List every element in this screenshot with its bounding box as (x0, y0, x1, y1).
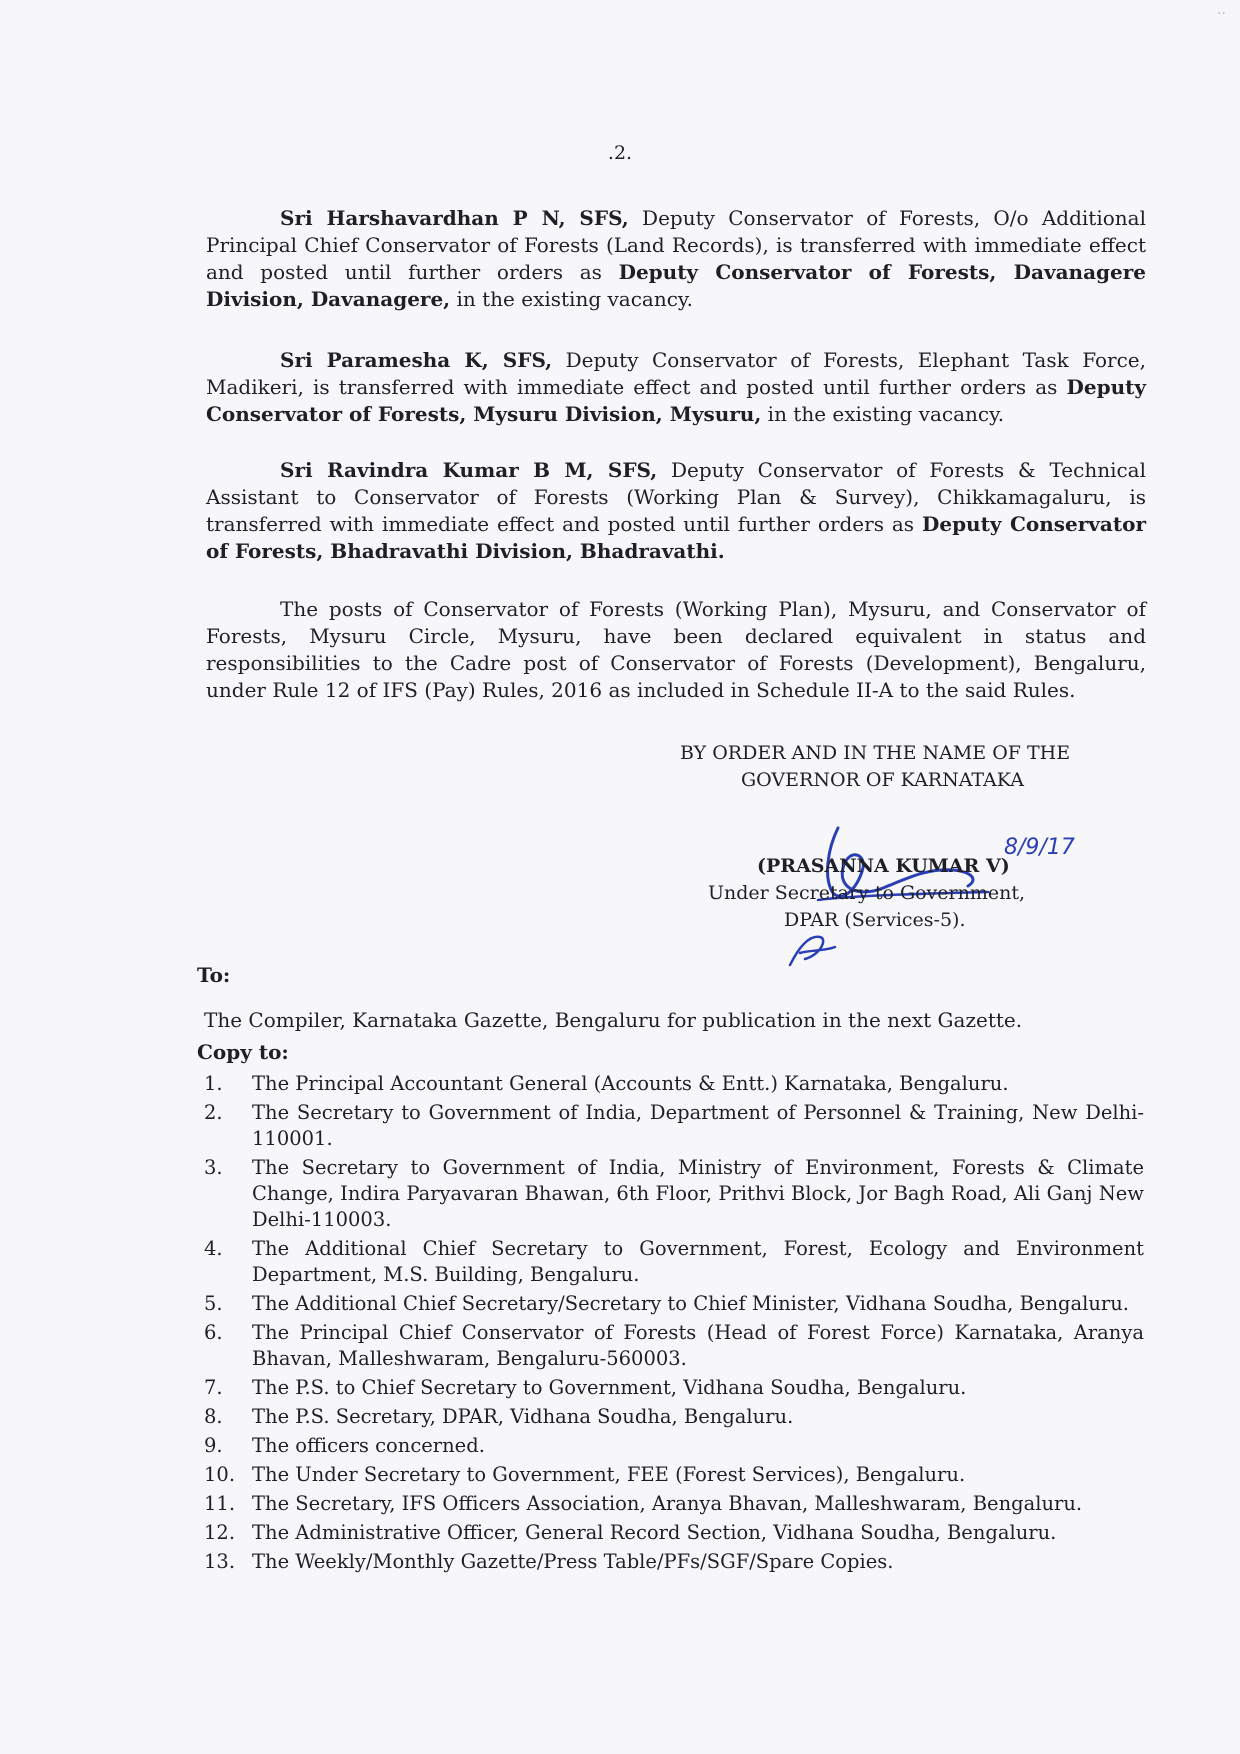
bold-text: Deputy Conservator of Forests, Mysuru Division, Mysuru, (206, 375, 1146, 426)
body-text: Deputy Conservator of Forests & Technical Assistant to Conservator of Forests (Working Plan & Survey), Chikkamagaluru, is transferred with immediate effect and posted until further orders as (206, 458, 1146, 536)
para-sri-ravindra (206, 457, 1146, 565)
para-sri-paramesha (206, 347, 1146, 428)
list-item (204, 1491, 1144, 1517)
list-item (204, 1100, 1144, 1152)
list-item-number: 10. (204, 1463, 236, 1486)
initials-icon (780, 925, 840, 975)
bold-text: Deputy Conservator of Forests, Bhadravathi Division, Bhadravathi. (206, 512, 1146, 563)
body-text: Deputy Conservator of Forests, Elephant Task Force, Madikeri, is transferred with immediate effect and posted until further orders as (206, 348, 1146, 399)
bold-text: Sri Harshavardhan P N, SFS, (280, 206, 629, 230)
copy-to-label: Copy to: (197, 1040, 289, 1064)
list-item (204, 1320, 1144, 1372)
list-item-text: The Principal Accountant General (Accounts & Entt.) Karnataka, Bengaluru. (252, 1072, 1009, 1095)
list-item (204, 1291, 1144, 1317)
list-item-number: 4. (204, 1237, 223, 1260)
list-item (204, 1404, 1144, 1430)
list-item-number: 1. (204, 1072, 223, 1095)
list-item-text: The Secretary to Government of India, Ministry of Environment, Forests & Climate Change, Indira Paryavaran Bhawan, 6th Floor, Prithvi Block, Jor Bagh Road, Ali Ganj New Delhi-110003. (252, 1156, 1144, 1231)
list-item-number: 9. (204, 1434, 223, 1457)
copy-to-list (204, 1071, 1144, 1578)
list-item-text: The officers concerned. (252, 1434, 485, 1457)
list-item (204, 1462, 1144, 1488)
list-item-number: 12. (204, 1521, 236, 1544)
list-item-number: 2. (204, 1101, 223, 1124)
list-item-number: 3. (204, 1156, 223, 1179)
list-item-text: The Under Secretary to Government, FEE (Forest Services), Bengaluru. (252, 1463, 966, 1486)
order-line-1: BY ORDER AND IN THE NAME OF THE (680, 742, 1071, 764)
order-line-2: GOVERNOR OF KARNATAKA (741, 769, 1024, 791)
list-item-text: The P.S. to Chief Secretary to Government, Vidhana Soudha, Bengaluru. (252, 1376, 967, 1399)
list-item (204, 1375, 1144, 1401)
list-item-text: The Additional Chief Secretary to Government, Forest, Ecology and Environment Department, M.S. Building, Bengaluru. (252, 1237, 1144, 1286)
list-item-number: 7. (204, 1376, 223, 1399)
body-text: in the existing vacancy. (450, 287, 693, 311)
body-text: in the existing vacancy. (761, 402, 1005, 426)
para-posts-declared-equivalent (206, 596, 1146, 704)
bold-text: Sri Ravindra Kumar B M, SFS, (280, 458, 658, 482)
list-item-text: The P.S. Secretary, DPAR, Vidhana Soudha, Bengaluru. (252, 1405, 794, 1428)
body-text: Deputy Conservator of Forests, O/o Additional Principal Chief Conservator of Forests (Land Records), is transferred with immediate effect and posted until further orders as (206, 206, 1146, 284)
list-item (204, 1549, 1144, 1575)
signatory-department: DPAR (Services-5). (784, 909, 966, 931)
list-item-number: 6. (204, 1321, 223, 1344)
signatory-designation: Under Secretary to Government, (708, 882, 1026, 904)
edge-mark-icon: ·· (1217, 6, 1226, 22)
body-text: The posts of Conservator of Forests (Working Plan), Mysuru, and Conservator of Forests, Mysuru Circle, Mysuru, have been declared equivalent in status and responsibilities to the Cadre post of Conservator of Forests (Development), Bengaluru, under Rule 12 of IFS (Pay) Rules, 2016 as included in Schedule II-A to the said Rules. (206, 597, 1146, 702)
list-item (204, 1071, 1144, 1097)
list-item-text: The Secretary, IFS Officers Association, Aranya Bhavan, Malleshwaram, Bengaluru. (252, 1492, 1083, 1515)
page-number: .2. (607, 142, 633, 164)
list-item (204, 1236, 1144, 1288)
list-item-number: 8. (204, 1405, 223, 1428)
signatory-name: (PRASANNA KUMAR V) (757, 855, 1010, 877)
list-item (204, 1433, 1144, 1459)
list-item-text: The Principal Chief Conservator of Forests (Head of Forest Force) Karnataka, Aranya Bhavan, Malleshwaram, Bengaluru-560003. (252, 1321, 1144, 1370)
para-sri-harshavardhan (206, 205, 1146, 313)
bold-text: Sri Paramesha K, SFS, (280, 348, 553, 372)
list-item-text: The Weekly/Monthly Gazette/Press Table/PFs/SGF/Spare Copies. (252, 1550, 894, 1573)
list-item-number: 5. (204, 1292, 223, 1315)
list-item-number: 13. (204, 1550, 236, 1573)
list-item-text: The Secretary to Government of India, Department of Personnel & Training, New Delhi-110001. (252, 1101, 1144, 1150)
list-item-number: 11. (204, 1492, 236, 1515)
list-item (204, 1155, 1144, 1233)
list-item (204, 1520, 1144, 1546)
signature-date: 8/9/17 (1004, 835, 1075, 860)
list-item-text: The Additional Chief Secretary/Secretary to Chief Minister, Vidhana Soudha, Bengaluru. (252, 1292, 1129, 1315)
bold-text: Deputy Conservator of Forests, Davanagere Division, Davanagere, (206, 260, 1147, 311)
list-item-text: The Administrative Officer, General Record Section, Vidhana Soudha, Bengaluru. (252, 1521, 1057, 1544)
to-label: To: (197, 963, 231, 987)
to-recipient: The Compiler, Karnataka Gazette, Bengaluru for publication in the next Gazette. (204, 1008, 1023, 1032)
